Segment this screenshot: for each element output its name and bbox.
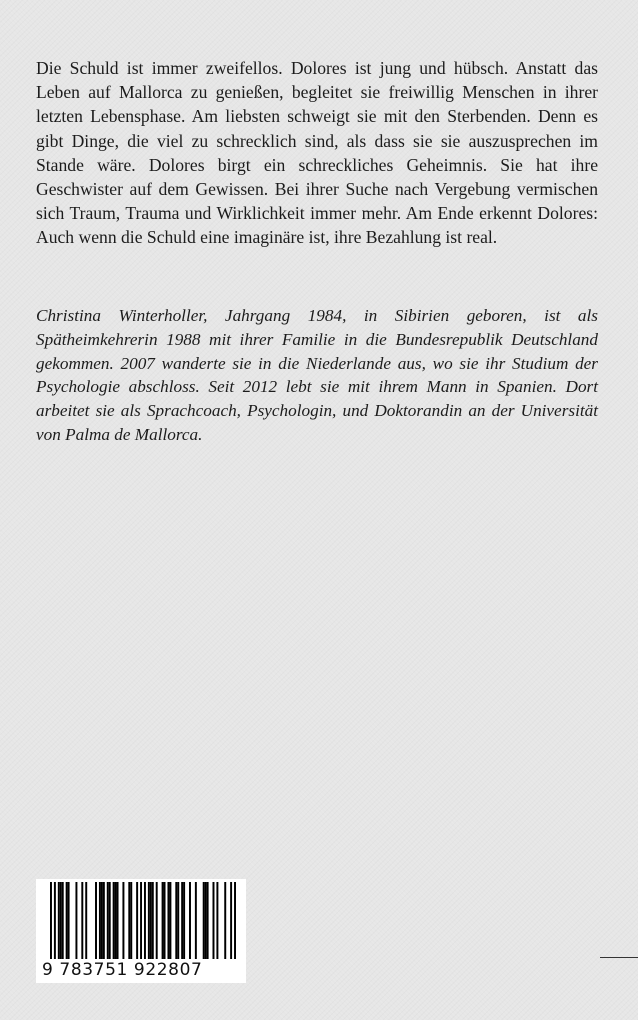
barcode-bar <box>115 882 117 959</box>
barcode-bar <box>122 882 124 959</box>
barcode-bar <box>101 882 103 959</box>
barcode-bar <box>58 882 60 959</box>
barcode-bar <box>183 882 185 959</box>
barcode-bar <box>136 882 138 959</box>
barcode-bar <box>140 882 142 959</box>
barcode-bar <box>150 882 152 959</box>
edge-line-mark <box>600 957 638 958</box>
barcode-bar <box>95 882 97 959</box>
barcode-bar <box>195 882 197 959</box>
isbn-number: 9 783751 922807 <box>42 960 203 980</box>
barcode-bar <box>81 882 83 959</box>
barcode-bar <box>181 882 183 959</box>
barcode-bar <box>130 882 132 959</box>
barcode-bar <box>162 882 164 959</box>
barcode-bar <box>224 882 226 959</box>
barcode-bar <box>177 882 179 959</box>
barcode-bar <box>66 882 68 959</box>
barcode-bar <box>60 882 62 959</box>
barcode-bar <box>167 882 169 959</box>
barcode-bar <box>99 882 101 959</box>
barcode-bar <box>54 882 56 959</box>
barcode-bar <box>148 882 150 959</box>
author-biography: Christina Winterholler, Jahrgang 1984, in Sibirien geboren, ist als Spätheimkehrerin 1988 mit ihrer Familie in die Bundesrepublik Deutschland gekommen. 2007 wanderte sie in die Niederlande aus, wo sie ihr Studium der Psychologie abschloss. Seit 2012 lebt sie mit ihrem Mann in Spanien. Dort arbeitet sie als Sprachcoach, Psychologin, und Doktorandin an der Universität von Palma de Mallorca. <box>36 306 598 444</box>
barcode-bar <box>144 882 146 959</box>
barcode-bar <box>62 882 64 959</box>
barcode-bar <box>156 882 158 959</box>
barcode-bar <box>189 882 191 959</box>
barcode-bar <box>50 882 52 959</box>
barcode-bar <box>169 882 171 959</box>
barcode-bar <box>213 882 215 959</box>
barcode-bar <box>103 882 105 959</box>
barcode-bar <box>207 882 209 959</box>
isbn-barcode <box>36 879 246 983</box>
barcode-bar <box>107 882 109 959</box>
barcode-bar <box>230 882 232 959</box>
barcode-bar <box>205 882 207 959</box>
back-cover-blurb: Die Schuld ist immer zweifellos. Dolores ist jung und hübsch. Anstatt das Leben auf Mallorca zu genießen, begleitet sie freiwillig Menschen in ihrer letzten Lebensphase. Am liebsten schweigt sie mit den Sterbenden. Denn es gibt Dinge, die viel zu schrecklich sind, als dass sie sie auszusprechen im Stande wäre. Dolores birgt ein schreckliches Geheimnis. Sie hat ihre Geschwister auf dem Gewissen. Bei ihrer Suche nach Vergebung vermischen sich Traum, Trauma und Wirklichkeit immer mehr. Am Ende erkennt Dolores: Auch wenn die Schuld eine imaginäre ist, ihre Bezahlung ist real. <box>36 58 598 248</box>
barcode-bar <box>109 882 111 959</box>
barcode-bar <box>113 882 115 959</box>
barcode-bar <box>203 882 205 959</box>
barcode-bar <box>85 882 87 959</box>
barcode-bar <box>68 882 70 959</box>
barcode-bar <box>216 882 218 959</box>
barcode-bar <box>234 882 236 959</box>
barcode-bar <box>164 882 166 959</box>
barcode-bar <box>117 882 119 959</box>
barcode-bar <box>75 882 77 959</box>
barcode-bar <box>152 882 154 959</box>
barcode-bar <box>175 882 177 959</box>
barcode-bar <box>128 882 130 959</box>
barcode-bars-graphic <box>50 882 236 959</box>
